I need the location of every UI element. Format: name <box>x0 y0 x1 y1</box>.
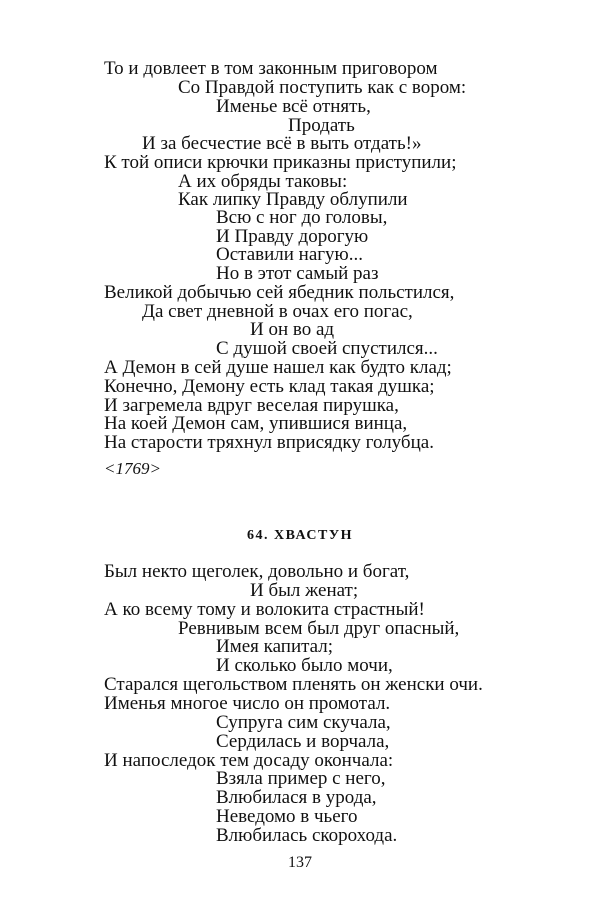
poem-line: Но в этот самый раз <box>216 263 379 284</box>
page-number: 137 <box>288 854 312 871</box>
poem-line: Со Правдой поступить как с вором: <box>178 77 467 98</box>
poem-line: И за бесчестие всё в выть отдать!» <box>142 133 422 154</box>
poem-line: Именье всё отнять, <box>216 96 371 117</box>
poem-line: И загремела вдруг веселая пирушка, <box>104 395 399 416</box>
poem-line: То и довлеет в том законным приговором <box>104 58 438 79</box>
poem-line: Влюбилась скорохода. <box>216 825 398 846</box>
poem-line: А Демон в сей душе нашел как будто клад; <box>104 357 452 378</box>
poem-line: Имея капитал; <box>216 636 334 657</box>
poem-line: Старался щегольством пленять он женски очи. <box>104 674 483 695</box>
poem-line: И был женат; <box>250 580 359 601</box>
poem-line: И Правду дорогую <box>216 226 369 247</box>
poem-line: Взяла пример с него, <box>216 768 386 789</box>
poem-line: Был некто щеголек, довольно и богат, <box>104 561 410 582</box>
poem-line: И сколько было мочи, <box>216 655 393 676</box>
poem-title: 64. ХВАСТУН <box>246 528 354 543</box>
poem-date: <1769> <box>104 459 161 478</box>
poem-line: А их обряды таковы: <box>178 171 348 192</box>
poem-line: На коей Демон сам, упившися винца, <box>104 413 408 434</box>
poem-line: И напоследок тем досаду окончала: <box>104 750 394 771</box>
poem-line: Влюбилася в урода, <box>216 787 377 808</box>
poem-line: С душой своей спустился... <box>216 338 438 359</box>
poem-line: А ко всему тому и волокита страстный! <box>104 599 425 620</box>
poem-line: Продать <box>288 115 355 136</box>
poem-line: Конечно, Демону есть клад такая душка; <box>104 376 435 397</box>
poem-line: Именья многое число он промотал. <box>104 693 391 714</box>
poem-line: К той описи крючки приказны приступили; <box>104 152 457 173</box>
poem-line: Да свет дневной в очах его погас, <box>142 301 413 322</box>
poem-line: Ревнивым всем был друг опасный, <box>178 618 460 639</box>
poem-line: Сердилась и ворчала, <box>216 731 390 752</box>
poem-line: Супруга сим скучала, <box>216 712 391 733</box>
poem-line: Оставили нагую... <box>216 244 363 265</box>
poem-line: На старости тряхнул вприсядку голубца. <box>104 432 434 453</box>
poem-line: И он во ад <box>250 319 335 340</box>
poem-line: Великой добычью сей ябедник польстился, <box>104 282 455 303</box>
poem-line: Всю с ног до головы, <box>216 207 388 228</box>
poem-line: Неведомо в чьего <box>216 806 358 827</box>
poem-line: Как липку Правду облупили <box>178 189 408 210</box>
